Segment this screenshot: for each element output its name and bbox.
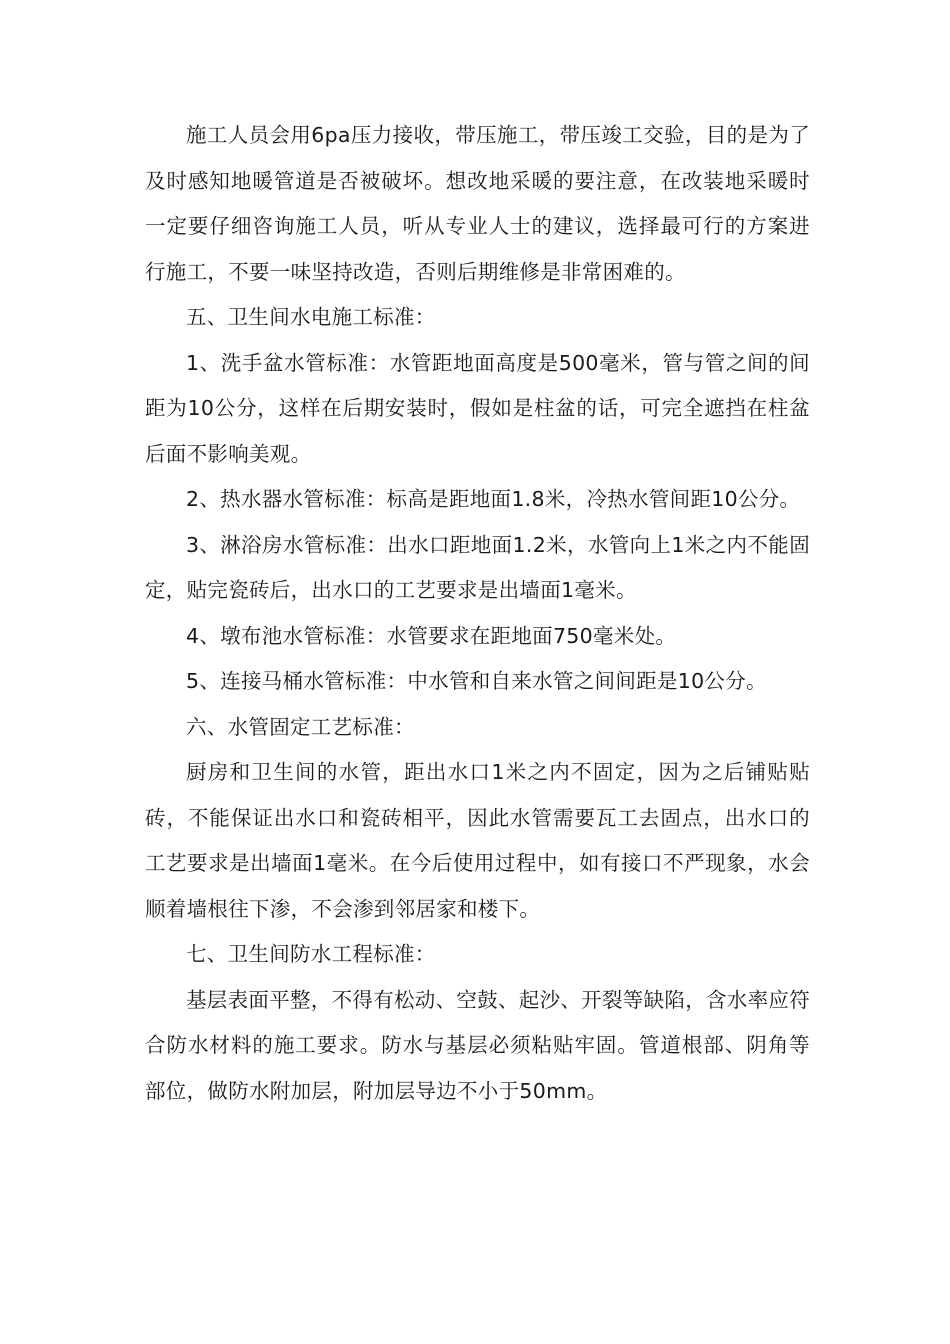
paragraph-pipe-fixing: 厨房和卫生间的水管，距出水口1米之内不固定，因为之后铺贴贴砖，不能保证出水口和瓷砖相平，因此水管需要瓦工去固点，出水口的工艺要求是出墙面1毫米。在今后使用过程中，如有接口不严现象，水会顺着墙根往下渗，不会渗到邻居家和楼下。 — [145, 760, 810, 921]
paragraph-shower-pipe: 3、淋浴房水管标准：出水口距地面1.2米，水管向上1米之内不能固定，贴完瓷砖后，出水口的工艺要求是出墙面1毫米。 — [145, 532, 810, 602]
paragraph-waterproofing: 基层表面平整，不得有松动、空鼓、起沙、开裂等缺陷，含水率应符合防水材料的施工要求。防水与基层必须粘贴牢固。管道根部、阴角等部位，做防水附加层，附加层导边不小于50mm。 — [145, 987, 810, 1103]
heading-waterproofing-standards: 七、卫生间防水工程标准： — [186, 942, 436, 966]
heading-pipe-fixing-standards: 六、水管固定工艺标准： — [186, 714, 415, 739]
paragraph-floor-heating-pressure: 施工人员会用6pa压力接收，带压施工，带压竣工交验，目的是为了及时感知地暖管道是否被破坏。想改地采暖的要注意，在改装地采暖时一定要仔细咨询施工人员，听从专业人士的建议，选择最可行的方案进行施工，不要一味坚持改造，否则后期维修是非常困难的。 — [145, 123, 810, 284]
heading-bathroom-plumbing-standards: 五、卫生间水电施工标准： — [186, 305, 436, 329]
paragraph-toilet-pipe: 5、连接马桶水管标准：中水管和自来水管之间间距是10公分。 — [186, 669, 767, 693]
paragraph-water-heater-pipe: 2、热水器水管标准：标高是距地面1.8米，冷热水管间距10公分。 — [186, 487, 801, 511]
paragraph-mop-sink-pipe: 4、墩布池水管标准：水管要求在距地面750毫米处。 — [186, 623, 677, 648]
document-body — [145, 113, 810, 1114]
paragraph-washbasin-pipe: 1、洗手盆水管标准：水管距地面高度是500毫米，管与管之间的间距为10公分，这样在后期安装时，假如是柱盆的话，可完全遮挡在柱盆后面不影响美观。 — [145, 350, 810, 466]
